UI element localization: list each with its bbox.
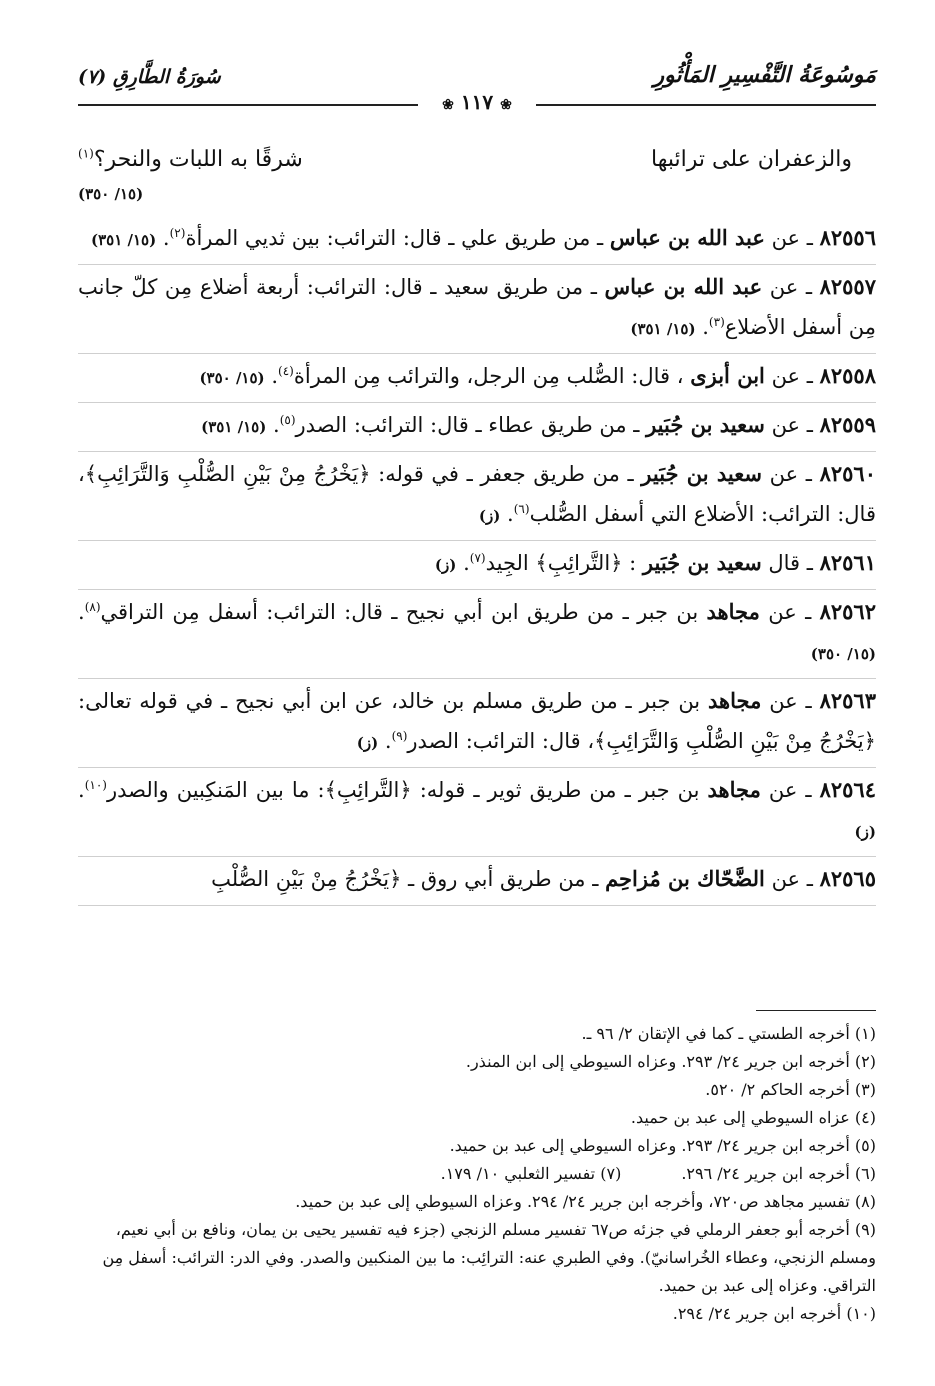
footnote: (٦) أخرجه ابن جرير ٢٤/ ٢٩٦. [681, 1164, 876, 1183]
footnote-marker: (٥) [279, 413, 296, 427]
footnote: (٢) أخرجه ابن جرير ٢٤/ ٢٩٣. وعزاه السيوطي إلى ابن المنذر. [465, 1052, 876, 1071]
ornament-icon: ❀ [500, 97, 512, 113]
narration-reference: (ز) [434, 556, 457, 574]
narration-intro: ـ عن [771, 867, 813, 891]
narration-text: بن جبر ـ من طريق مسلم بن خالد، عن ابن أبي نجيح ـ في قوله تعالى: ﴿يَخْرُجُ مِنْ بَيْنِ الصُّلْبِ وَالتَّرَائِبِ﴾، قال: الترائب: الصدر [78, 689, 876, 753]
narration-entry [78, 857, 876, 906]
footnote-marker: (٩) [391, 729, 408, 743]
footnote-marker: (٣) [708, 315, 725, 329]
narration-entry [78, 216, 876, 265]
surah-title: سُورَةُ الطَّارِقِ (٧) [78, 66, 221, 88]
narration-number: ٨٢٥٥٧ [819, 274, 876, 299]
page-number: ١١٧ [460, 90, 494, 114]
book-title: مَوسُوعَةُ التَّفْسِيرِ المَأْثُورِ [653, 62, 876, 88]
narration-text: ، قال: الصُّلب مِن الرجل، والترائب مِن المرأة [293, 364, 684, 388]
narrator-name: الضَّحّاك بن مُزاحِم [605, 866, 765, 891]
narration-reference: (١٥/ ٣٥١) [91, 231, 157, 249]
narration-entry [78, 541, 876, 590]
narration-tail: . [384, 729, 392, 753]
narration-text: بن جبر ـ من طريق ابن أبي نجيح ـ قال: الترائب: أسفل مِن التراقي [100, 600, 699, 624]
narration-tail: . [162, 226, 170, 250]
footnote-marker: (٤) [278, 364, 294, 378]
footnote: (٧) تفسير الثعلبي ١٠/ ١٧٩. [440, 1164, 622, 1183]
footnote-pair [78, 1160, 876, 1188]
footnote: (٨) تفسير مجاهد ص٧٢٠، وأخرجه ابن جرير ٢٤/ ٢٩٤. وعزاه السيوطي إلى عبد بن حميد. [295, 1192, 876, 1211]
footnote-marker: (١) [78, 146, 94, 161]
header-rule-right [536, 104, 876, 106]
verse-hemistich-2-wrap [78, 140, 303, 180]
narration-tail: . [78, 778, 85, 802]
narration-intro: ـ عن [771, 364, 813, 388]
narration-tail: . [78, 600, 85, 624]
narration-intro: ـ عن [771, 413, 813, 437]
footnote: (١) أخرجه الطستي ـ كما في الإتقان ٢/ ٩٦ ـ. [581, 1024, 876, 1043]
narration-text: ـ من طريق جعفر ـ في قوله: ﴿يَخْرُجُ مِنْ بَيْنِ الصُّلْبِ وَالتَّرَائِبِ﴾، قال: الترائب: الأضلاع التي أسفل الصُّلب [78, 462, 876, 526]
footnote: (٤) عزاه السيوطي إلى عبد بن حميد. [630, 1108, 876, 1127]
narration-reference: (١٥/ ٣٥٠) [810, 645, 876, 663]
header-rule-left [78, 104, 418, 106]
narration-tail: . [271, 364, 279, 388]
footnote: (٣) أخرجه الحاكم ٢/ ٥٢٠. [705, 1080, 876, 1099]
narration-tail: . [463, 551, 470, 575]
narration-number: ٨٢٥٥٩ [819, 412, 876, 437]
narration-list [78, 216, 876, 906]
narration-intro: ـ عن [768, 778, 812, 802]
narrator-name: مجاهد [708, 688, 762, 713]
narrator-name: سعيد بن جُبَير [646, 412, 765, 437]
verse-hemistich-1: والزعفران على ترائبها [651, 147, 852, 172]
narration-reference: (١٥/ ٣٥١) [201, 418, 267, 436]
verse-hemistich-2: شرقًا به اللبات والنحر؟ [93, 147, 303, 172]
narration-reference: (١٥/ ٣٥٠) [199, 369, 265, 387]
book-page [78, 60, 876, 1350]
narrator-name: عبد الله بن عباس [609, 225, 765, 250]
verse-reference: (١٥/ ٣٥٠) [78, 185, 144, 203]
narrator-name: مجاهد [707, 777, 761, 802]
narration-number: ٨٢٥٦٥ [819, 866, 876, 891]
narration-number: ٨٢٥٦٤ [819, 777, 876, 802]
footnote-marker: (٧) [469, 551, 486, 565]
narration-text: ـ من طريق علي ـ قال: الترائب: بين ثديي المرأة [185, 226, 604, 250]
footnote-marker: (٨) [84, 600, 101, 614]
footnotes [78, 1020, 876, 1328]
footnote-marker: (٢) [169, 226, 186, 240]
page-number-wrap [430, 90, 524, 114]
narration-reference: (ز) [854, 823, 876, 841]
poetry-verse [78, 140, 876, 180]
narration-reference: (ز) [356, 734, 379, 752]
narrator-name: عبد الله بن عباس [604, 274, 763, 299]
narrator-name: ابن أبزى [690, 363, 765, 388]
narration-intro: ـ عن [768, 600, 812, 624]
narrator-name: سعيد بن جُبَير [641, 461, 762, 486]
footnote-marker: (٦) [513, 502, 530, 516]
narration-tail: . [702, 315, 709, 339]
narration-text: ـ من طريق عطاء ـ قال: الترائب: الصدر [295, 413, 640, 437]
narration-reference: (١٥/ ٣٥١) [630, 320, 696, 338]
narration-entry [78, 452, 876, 541]
narration-intro: ـ عن [769, 462, 812, 486]
narrator-name: مجاهد [706, 599, 760, 624]
narration-entry [78, 265, 876, 354]
narration-entry [78, 403, 876, 452]
footnote: (٩) أخرجه أبو جعفر الرملي في جزئه ص٦٧ تفسير مسلم الزنجي (جزء فيه تفسير يحيى بن يمان، ونافع بن أبي نعيم، ومسلم الزنجي، وعطاء الخُراسانيّ). وفي الطبري عنه: الترائِب: ما بين المنكبين والصدر. وفي الدر: الترائب: أسفل مِن التراقي. وعزاه إلى عبد بن حميد. [102, 1220, 876, 1295]
narration-entry [78, 590, 876, 679]
narration-entry [78, 354, 876, 403]
narration-intro: ـ عن [769, 275, 812, 299]
footnote-marker: (١٠) [84, 778, 107, 792]
narration-intro: ـ عن [771, 226, 813, 250]
page-number-bar [78, 90, 876, 116]
narration-reference: (ز) [478, 507, 501, 525]
footnote: (١٠) أخرجه ابن جرير ٢٤/ ٢٩٤. [672, 1304, 876, 1323]
narration-entry [78, 679, 876, 768]
narration-number: ٨٢٥٦٠ [819, 461, 876, 486]
narration-number: ٨٢٥٦١ [819, 550, 876, 575]
main-text [78, 140, 876, 906]
ornament-icon: ❀ [442, 97, 454, 113]
page-header [78, 60, 876, 112]
footnote: (٥) أخرجه ابن جرير ٢٤/ ٢٩٣. وعزاه السيوطي إلى عبد بن حميد. [449, 1136, 876, 1155]
narration-intro: ـ قال [768, 551, 813, 575]
narration-intro: ـ عن [769, 689, 812, 713]
narration-number: ٨٢٥٥٨ [819, 363, 876, 388]
narration-number: ٨٢٥٦٢ [819, 599, 876, 624]
narration-tail: . [507, 502, 514, 526]
narration-tail: . [273, 413, 280, 437]
narration-text: ـ من طريق أبي روق ـ ﴿يَخْرُجُ مِنْ بَيْنِ الصُّلْبِ [211, 867, 599, 891]
narration-text: : ﴿التَّرائِبِ﴾ الجِيد [485, 551, 637, 575]
narration-number: ٨٢٥٥٦ [819, 225, 876, 250]
narration-entry [78, 768, 876, 857]
narration-text: ـ من طريق سعيد ـ قال: الترائب: أربعة أضلاع مِن كلّ جانب مِن أسفل الأضلاع [78, 275, 876, 339]
narration-number: ٨٢٥٦٣ [819, 688, 876, 713]
narrator-name: سعيد بن جُبَير [642, 550, 762, 575]
footnote-separator [756, 1010, 876, 1011]
narration-text: بن جبر ـ من طريق ثوير ـ قوله: ﴿التَّرائِبِ﴾: ما بين المَنكِبين والصدر [106, 778, 700, 802]
